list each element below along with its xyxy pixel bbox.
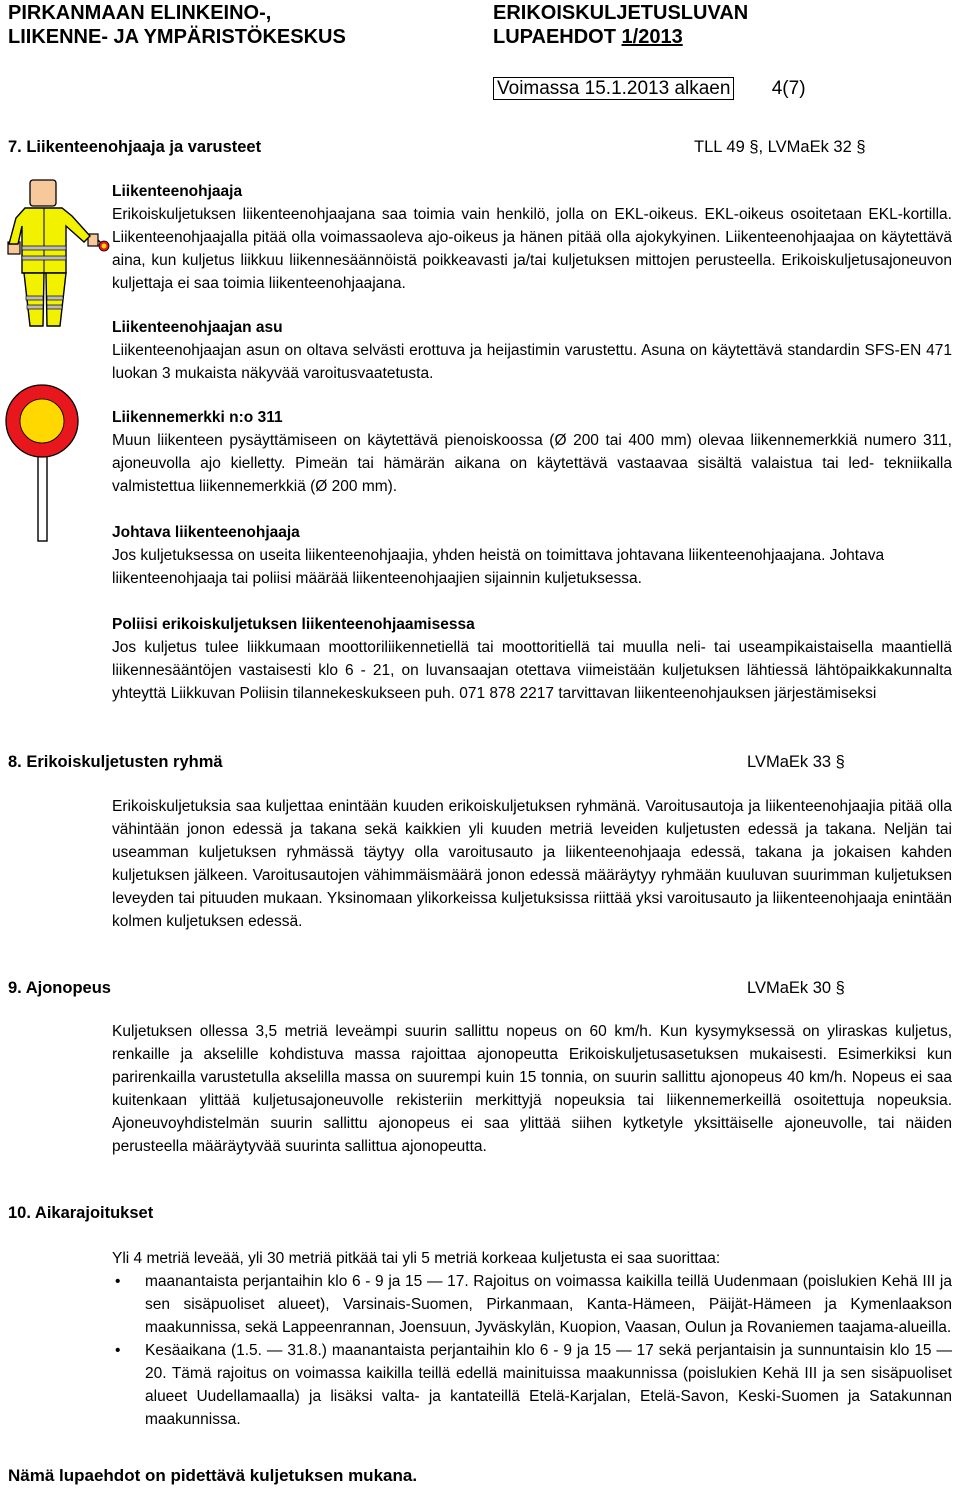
- validity-date: Voimassa 15.1.2013 alkaen: [493, 77, 734, 100]
- header-doc-title: ERIKOISKULJETUSLUVAN: [493, 2, 749, 24]
- stop-sign-311-icon: [3, 383, 83, 543]
- header-left: [8, 1, 428, 49]
- section7-heading: 7. Liikenteenohjaaja ja varusteet: [8, 138, 262, 156]
- section10-body: [112, 1247, 952, 1431]
- section10-bullet-list: [112, 1270, 952, 1431]
- header-doc-number: 1/2013: [621, 26, 683, 48]
- sub-title-liikenteenohjaaja: Liikenteenohjaaja: [112, 183, 243, 200]
- paragraph-liikenteenohjaaja: Erikoiskuljetuksen liikenteenohjaajana saa toimia vain henkilö, jolla on EKL-oikeus. EKL-oikeus osoitetaan EKL-kortilla. Liikenteenohjaajalla pitää olla voimassaoleva ajo-oikeus ja hänen pitää olla ajokykyinen. Liikenteenohjaajaa on käytettävä aina, kun kuljetus liikkuu liikennesäännöistä poikkeavasti ja/tai kuljetuksen mittojen perusteella. Erikoiskuljetusajoneuvon kuljettaja ei saa toimia liikenteenohjaajana.: [112, 206, 952, 292]
- paragraph-section10-intro: Yli 4 metriä leveää, yli 30 metriä pitkää tai yli 5 metriä korkeaa kuljetusta ei saa suorittaa:: [112, 1250, 721, 1267]
- list-item: • maanantaista perjantaihin klo 6 - 9 ja 15 — 17. Rajoitus on voimassa kaikilla teillä Uudenmaan (poislukien Kehä III ja sen sisäpuoliset alueet), Varsinais-Suomen, Pirkanmaan, Kanta-Hämeen, Päijät-Hämeen ja Kymenlaakson maakunnissa, sekä Lappeenrannan, Joensuun, Jyväskylän, Kuopion, Vaasan, Oulun ja Rovaniemen taajama-alueilla.: [145, 1270, 952, 1339]
- section9-heading: 9. Ajonopeus: [8, 979, 111, 997]
- section8-heading: 8. Erikoiskuljetusten ryhmä: [8, 753, 223, 771]
- paragraph-section9: Kuljetuksen ollessa 3,5 metriä leveämpi suurin sallittu nopeus on 60 km/h. Kun kysymyksessä on yliraskas kuljetus, renkaille ja akselille kohdistuva massa rajoittaa ajonopeutta Erikoiskuljetusasetuksen mukaisesti. Esimerkiksi kun parirenkailla varustetulla akselilla massa on suurempi kuin 15 tonnia, on suurin sallittu ajonopeus 40 km/h. Nopeus ei saa kuitenkaan ylittää kuljetusajoneuvolle rekisteriin merkittyjä nopeuksia tai liikennemerkeillä osoitettuja nopeuksia. Ajoneuvoyhdistelmän suurin sallittu ajonopeus ei saa ylittää siihen kytketyle yksittäiselle ajoneuvolle, tai näiden perusteella määräytyvää suurinta sallittua ajonopeutta.: [112, 1023, 952, 1155]
- list-item: • Kesäaikana (1.5. — 31.8.) maanantaista perjantaihin klo 6 - 9 ja 15 — 17 sekä perjantaisin ja sunnuntaisin klo 15 — 20. Tämä rajoitus on voimassa kaikilla teillä edellä mainituissa maakunnissa (poislukien Kehä III ja sen sisäpuoliset alueet Uudellamaalla) ja lisäksi valta- ja kantateillä Etelä-Karjalan, Etelä-Savon, Keski-Suomen ja Satakunnan maakunnissa.: [145, 1339, 952, 1431]
- section10-heading: 10. Aikarajoitukset: [8, 1204, 154, 1222]
- page-number: 4(7): [771, 78, 806, 99]
- paragraph-liikennemerkki: Muun liikenteen pysäyttämiseen on käytettävä pienoiskoossa (Ø 200 tai 400 mm) olevaa liikennemerkkiä numero 311, ajoneuvolla ajo kielletty. Pimeän tai hämärän aikana on käytettävä vastaavaa sisältä valaistua tai led- tekniikalla valmistettua liikennemerkkiä (Ø 200 mm).: [112, 432, 952, 495]
- header-agency-line1: PIRKANMAAN ELINKEINO-,: [8, 2, 272, 24]
- sub-title-poliisi: Poliisi erikoiskuljetuksen liikenteenohjaamisessa: [112, 616, 475, 633]
- paragraph-section8: Erikoiskuljetuksia saa kuljettaa enintään kuuden erikoiskuljetuksen ryhmänä. Varoitusautoja ja liikenteenohjaajia pitää olla vähintään jonon edessä ja takana sekä kaikkien yli kuuden metriä leveiden kuljetusten edessä ja takana. Neljän tai useamman kuljetuksen ryhmässä täytyy olla varoitusauto ja liikenteenohjaaja edessä, takana ja jokaisen kahden kuljetuksen jälkeen. Varoitusautojen vähimmäismäärä jonon edessä määräytyy ryhmään kuuluvan suurimman kuljetuksen leveyden tai pituuden mukaan. Yksinomaan ylikorkeissa kuljetuksissa riittää yksi varoitusauto ja liikenteenohjaaja enintään kolmen kuljetuksen edessä.: [112, 798, 952, 930]
- sub-title-asu: Liikenteenohjaajan asu: [112, 319, 283, 336]
- paragraph-johtava: Jos kuljetuksessa on useita liikenteenohjaajia, yhden heistä on toimittava johtavana liikenteenohjaajana. Johtava liikenteenohjaaja tai poliisi määrää liikenteenohjaajien sijainnin kuljetuksessa.: [112, 547, 885, 587]
- header-doc-subtitle: LUPAEHDOT 1/2013: [493, 26, 683, 48]
- sub-title-johtava: Johtava liikenteenohjaaja: [112, 524, 300, 541]
- section7-body: [112, 180, 952, 705]
- sub-title-liikennemerkki: Liikennemerkki n:o 311: [112, 409, 283, 426]
- validity-row: [493, 77, 933, 100]
- traffic-controller-figure-icon: [0, 178, 110, 333]
- header-agency-line2: LIIKENNE- JA YMPÄRISTÖKESKUS: [8, 26, 346, 48]
- section9-ref: LVMaEk 30 §: [747, 979, 845, 997]
- paragraph-asu: Liikenteenohjaajan asun on oltava selvästi erottuva ja heijastimin varustettu. Asuna on käytettävä standardin SFS-EN 471 luokan 3 mukaista näkyvää varoitusvaatetusta.: [112, 342, 952, 382]
- section7-ref: TLL 49 §, LVMaEk 32 §: [694, 138, 866, 156]
- paragraph-poliisi: Jos kuljetus tulee liikkumaan moottoriliikennetiellä tai moottoritiellä tai muulla neli- tai useampikaistaisella maantiellä liikennesääntöjen vastaisesti klo 6 - 21, on luvansaajan otettava viimeistään kuljetuksen lähtiessä lähtöpaikkakunnalta yhteyttä Liikkuvan Poliisin tilannekeskukseen puh. 071 878 2217 tarvittavan liikenteenohjauksen järjestämiseksi: [112, 639, 952, 702]
- section8-ref: LVMaEk 33 §: [747, 753, 845, 771]
- footer-note: Nämä lupaehdot on pidettävä kuljetuksen mukana.: [8, 1466, 418, 1485]
- header-right: [493, 1, 933, 49]
